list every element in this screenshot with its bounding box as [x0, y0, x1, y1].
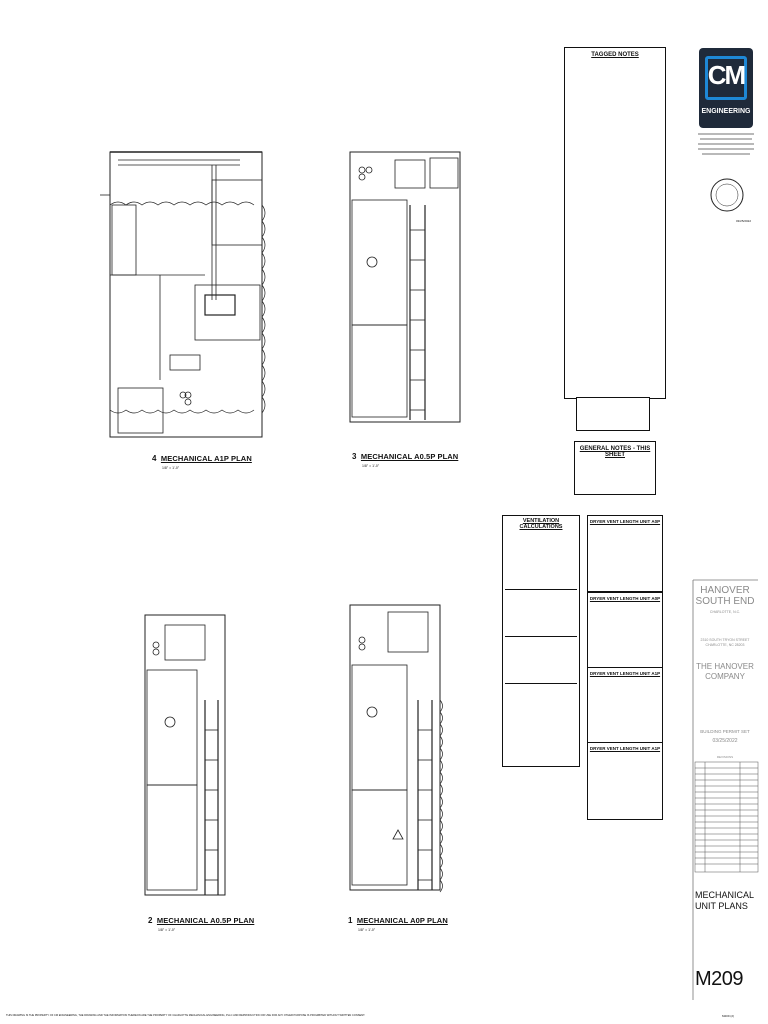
dryer-vent-title: DRYER VENT LENGTH UNIT A0P: [589, 596, 661, 601]
dryer-vent-title: DRYER VENT LENGTH UNIT A1P: [589, 746, 661, 751]
dryer-vent-title: DRYER VENT LENGTH UNIT A0P: [589, 519, 661, 524]
plan-3-label: [352, 446, 458, 468]
plan-4-drawing: [100, 152, 265, 437]
plan-number: 1: [348, 916, 353, 925]
plan-number: 3: [352, 452, 357, 461]
footer-disclaimer: THIS DRAWING IS THE PROPERTY OF CM ENGINEERING, THE DRAWING AND THE INFORMATION THEREON ARE THE PROPERTY OF CHARLOTTE MECHANICAL ENGINEERING, PLLC AND REPRODUCTION OR USE FOR ANY OTHER PURPOSE IS PROHIBITED WITHOUT WRITTEN CONSENT.: [6, 1014, 366, 1017]
tagged-notes-title: TAGGED NOTES: [591, 52, 639, 58]
firm-logo: [699, 48, 753, 128]
plan-1-drawing: [350, 605, 443, 892]
firm-address-lines: [698, 134, 754, 154]
dryer-vent-title: DRYER VENT LENGTH UNIT A1P: [589, 671, 661, 676]
tagged-notes-box: [564, 47, 666, 399]
plan-scale: 1/8" = 1'-0": [362, 464, 380, 468]
project-address: [695, 638, 755, 648]
logo-text: CM: [707, 60, 745, 90]
set-name: BUILDING PERMIT SET: [700, 729, 750, 734]
sheet-footer-right: M209 (2): [722, 1014, 735, 1018]
revisions-label: REVISIONS: [716, 755, 734, 759]
ventilation-box: [502, 515, 580, 767]
plan-number: 2: [148, 916, 153, 925]
plan-title: MECHANICAL A0P PLAN: [356, 916, 448, 925]
note-legend-box: [576, 397, 650, 431]
plan-scale: 1/8" = 1'-0": [158, 928, 176, 932]
revisions-grid: [695, 762, 758, 872]
dryer-vent-box-4: [587, 742, 663, 820]
plan-title: MECHANICAL A0.5P PLAN: [360, 452, 459, 461]
plan-3-drawing: [350, 152, 460, 422]
plan-2-label: [148, 910, 254, 932]
plan-scale: 1/8" = 1'-0": [162, 466, 180, 470]
firm-date: 03/25/2022: [736, 219, 752, 223]
dryer-vent-box-2: [587, 592, 663, 669]
general-notes-title: GENERAL NOTES - THIS SHEET: [579, 446, 651, 458]
address-line: CHARLOTTE, NC 28203: [705, 643, 745, 647]
firm-name: ENGINEERING: [701, 108, 751, 115]
sheet-number: M209: [695, 968, 744, 990]
address-line: 2310 SOUTH TRYON STREET: [700, 638, 750, 642]
client-name: THE HANOVER COMPANY: [696, 662, 754, 681]
dryer-vent-box-1: [587, 515, 663, 592]
dryer-vent-box-3: [587, 667, 663, 744]
project-name: HANOVER SOUTH END: [695, 585, 755, 607]
ventilation-title: VENTILATION CALCULATIONS: [519, 518, 563, 530]
sheet-title: MECHANICAL UNIT PLANS: [695, 890, 754, 911]
plan-1-label: [348, 910, 448, 932]
general-notes-box: [574, 441, 656, 495]
plan-2-drawing: [145, 615, 225, 895]
set-date: 03/25/2022: [712, 738, 738, 744]
plan-4-label: [152, 448, 252, 470]
plan-title: MECHANICAL A0.5P PLAN: [156, 916, 255, 925]
project-location: CHARLOTTE, N.C.: [709, 610, 741, 614]
plan-number: 4: [152, 454, 157, 463]
plan-scale: 1/8" = 1'-0": [358, 928, 376, 932]
plan-title: MECHANICAL A1P PLAN: [160, 454, 252, 463]
